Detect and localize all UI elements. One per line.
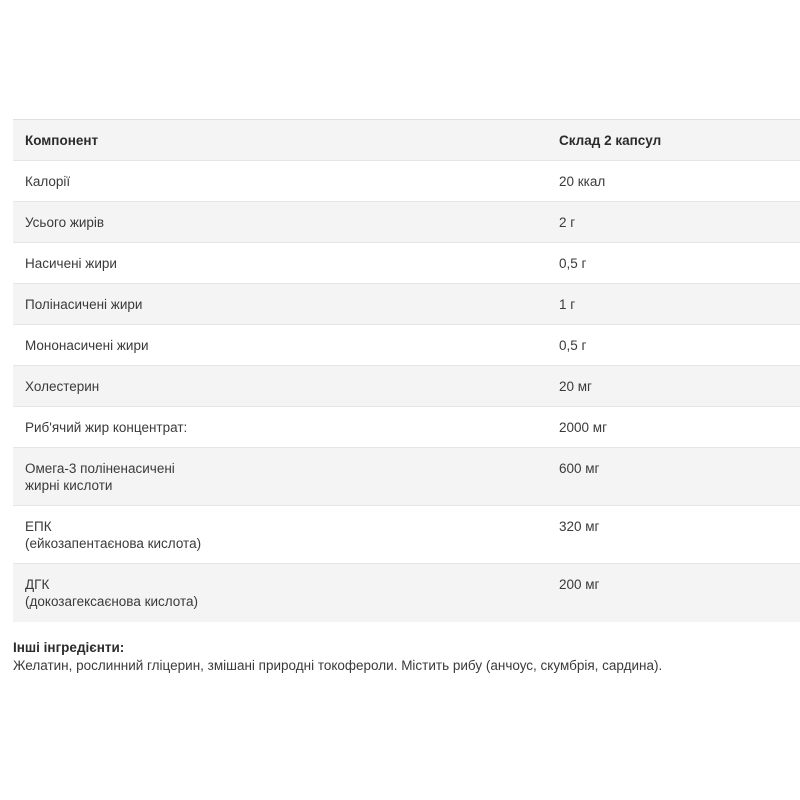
other-ingredients	[13, 639, 793, 675]
component-name: Холестерин	[25, 379, 100, 394]
table-row	[13, 161, 800, 202]
component-cell	[13, 284, 547, 325]
table-row	[13, 506, 800, 564]
other-ingredients-title: Інші інгредієнти:	[13, 640, 125, 655]
table-row	[13, 243, 800, 284]
column-header-component: Компонент	[13, 120, 547, 161]
amount-cell: 2 г	[547, 202, 800, 243]
table-row	[13, 407, 800, 448]
component-name: ДГК	[25, 577, 50, 592]
amount-cell: 20 ккал	[547, 161, 800, 202]
component-name: Полінасичені жири	[25, 297, 143, 312]
table-row	[13, 366, 800, 407]
amount-cell: 2000 мг	[547, 407, 800, 448]
component-cell	[13, 506, 547, 564]
table-row	[13, 325, 800, 366]
table-row	[13, 284, 800, 325]
other-ingredients-text: Желатин, рослинний гліцерин, змішані природні токофероли. Містить рибу (анчоус, скумбрія, сардина).	[13, 658, 663, 673]
table-row	[13, 448, 800, 506]
amount-cell: 600 мг	[547, 448, 800, 506]
amount-cell: 200 мг	[547, 564, 800, 623]
amount-cell: 320 мг	[547, 506, 800, 564]
nutrition-table	[13, 119, 800, 622]
component-cell	[13, 448, 547, 506]
component-name: Насичені жири	[25, 256, 117, 271]
component-name: жирні кислоти	[25, 478, 113, 493]
amount-cell: 1 г	[547, 284, 800, 325]
component-cell	[13, 366, 547, 407]
component-name: Калорії	[25, 174, 71, 189]
table-row	[13, 564, 800, 623]
component-cell	[13, 564, 547, 623]
component-name: Мононасичені жири	[25, 338, 149, 353]
amount-cell: 0,5 г	[547, 325, 800, 366]
table-body	[13, 161, 800, 623]
component-cell	[13, 202, 547, 243]
component-name: ЕПК	[25, 519, 52, 534]
component-name: Омега-3 поліненасичені	[25, 461, 175, 476]
table-row	[13, 202, 800, 243]
component-name: (ейкозапентаєнова кислота)	[25, 536, 202, 551]
table-header-row	[13, 120, 800, 161]
component-name: (докозагексаєнова кислота)	[25, 594, 199, 609]
component-cell	[13, 407, 547, 448]
component-name: Риб'ячий жир концентрат:	[25, 420, 188, 435]
component-cell	[13, 325, 547, 366]
component-name: Усього жирів	[25, 215, 105, 230]
component-cell	[13, 161, 547, 202]
amount-cell: 0,5 г	[547, 243, 800, 284]
column-header-amount: Склад 2 капсул	[547, 120, 800, 161]
component-cell	[13, 243, 547, 284]
amount-cell: 20 мг	[547, 366, 800, 407]
